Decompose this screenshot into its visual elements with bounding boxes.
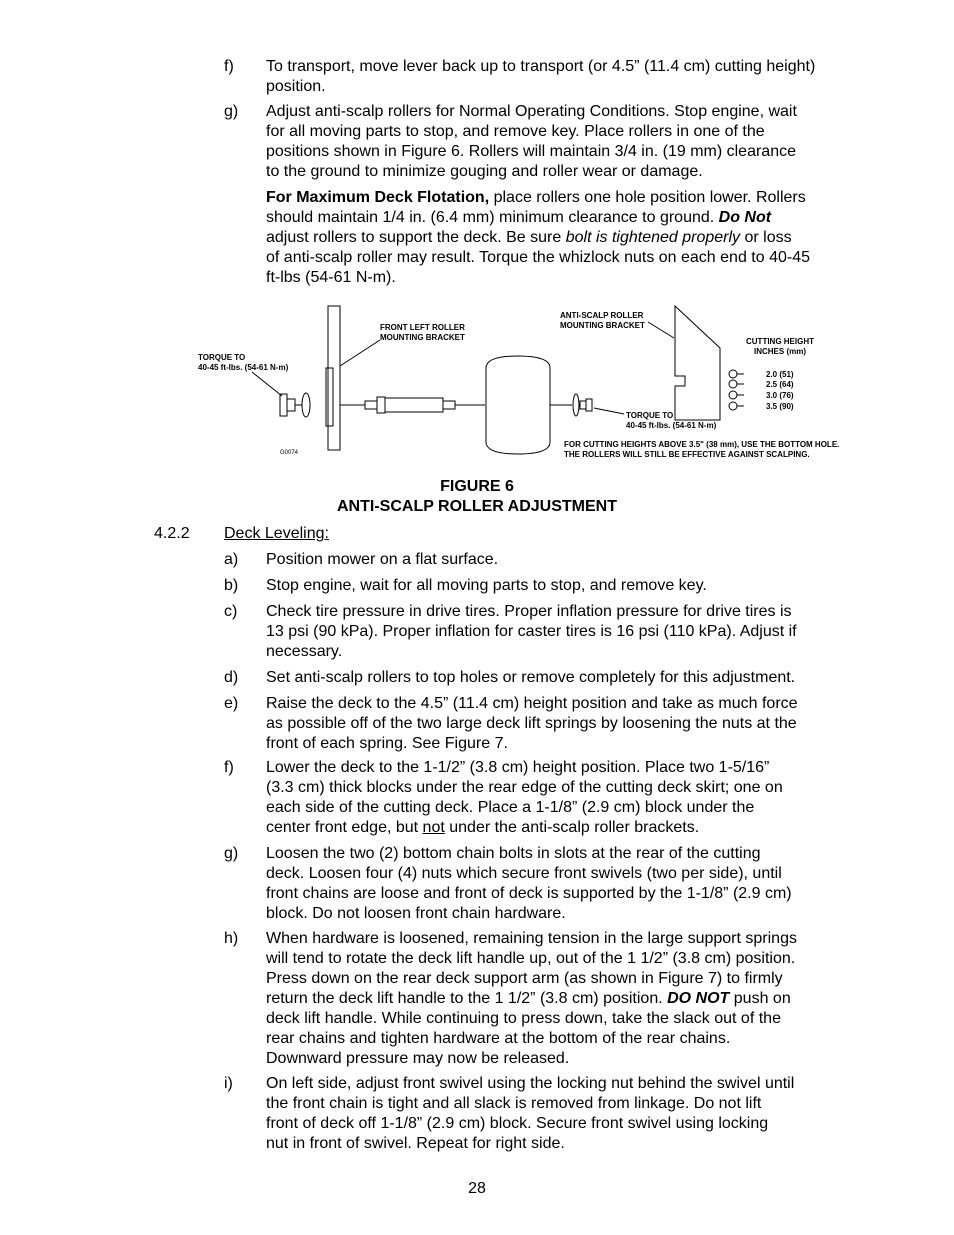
text-line: nut in front of swivel. Repeat for right side.: [266, 1135, 565, 1152]
text-line: Adjust anti-scalp rollers for Normal Operating Conditions. Stop engine, wait: [266, 103, 797, 120]
text-line: front chains are loose and front of deck is supported by the 1-1/8” (2.9 cm): [266, 885, 792, 902]
text-line: necessary.: [266, 643, 343, 660]
section-heading: [154, 524, 329, 544]
text-line: Downward pressure may now be released.: [266, 1050, 570, 1067]
text-line: Set anti-scalp rollers to top holes or remove completely for this adjustment.: [266, 669, 796, 686]
underlined-text: not: [422, 819, 445, 836]
italic-text: bolt is tightened properly: [565, 229, 741, 246]
bracket-flange: [326, 368, 333, 426]
figure-caption-number: FIGURE 6: [440, 478, 514, 495]
text-line: Raise the deck to the 4.5” (11.4 cm) height position and take as much force: [266, 695, 798, 712]
height-hole: [729, 370, 737, 378]
bolt-head: [302, 393, 310, 417]
height-hole: [729, 402, 737, 410]
front-left-roller-bracket: [328, 306, 340, 450]
text-line: positions shown in Figure 6. Rollers will maintain 3/4 in. (19 mm) clearance: [266, 143, 796, 160]
text-line: 13 psi (90 kPa). Proper inflation for caster tires is 16 psi (110 kPa). Adjust if: [266, 623, 797, 640]
text-line: for all moving parts to stop, and remove key. Place rollers in one of the: [266, 123, 765, 140]
spacer: [365, 401, 377, 409]
item-label: e): [224, 695, 239, 712]
text-span: center front edge, but: [266, 819, 423, 836]
text-line: block. Do not loosen front chain hardware.: [266, 905, 566, 922]
text-line: Check tire pressure in drive tires. Proper inflation pressure for drive tires is: [266, 603, 792, 620]
text-line: Press down on the rear deck support arm (as shown in Figure 7) to firmly: [266, 970, 783, 987]
leader-line: [648, 322, 674, 338]
anti-scalp-bracket-label-2: MOUNTING BRACKET: [560, 321, 645, 330]
text-line: front of each spring. See Figure 7.: [266, 735, 508, 752]
text-span: under the anti-scalp roller brackets.: [444, 819, 700, 836]
section-number: 4.2.2: [154, 525, 190, 542]
text-line: Loosen the two (2) bottom chain bolts in slots at the rear of the cutting: [266, 845, 761, 862]
text-line: the front chain is tight and all slack is removed from linkage. Do not lift: [266, 1095, 762, 1112]
spacer-collar: [377, 397, 385, 413]
text-span: or loss: [740, 229, 792, 246]
text-line: Lower the deck to the 1-1/2” (3.8 cm) height position. Place two 1-5/16”: [266, 759, 770, 776]
washer-left: [287, 399, 295, 411]
text-span: return the deck lift handle to the 1 1/2” (3.8 cm) position.: [266, 990, 668, 1007]
text-line: of anti-scalp roller may result. Torque the whizlock nuts on each end to 40-45: [266, 249, 810, 266]
whizlock-nut-left: [280, 394, 287, 416]
figure-caption-title: ANTI-SCALP ROLLER ADJUSTMENT: [337, 498, 617, 515]
text-line: deck lift handle. While continuing to press down, take the slack out of the: [266, 1010, 781, 1027]
text-line: to the ground to minimize gouging and roller wear or damage.: [266, 163, 703, 180]
height-value: 3.5 (90): [766, 402, 794, 411]
text-line: rear chains and tighten hardware at the bottom of the rear chains.: [266, 1030, 731, 1047]
text-line: position.: [266, 78, 326, 95]
text-line: will tend to rotate the deck lift handle up, out of the 1 1/2” (3.8 cm) position.: [266, 950, 796, 967]
text-line: [266, 228, 866, 248]
spacer-right: [443, 401, 455, 409]
figure-note-2: THE ROLLERS WILL STILL BE EFFECTIVE AGAINST SCALPING.: [564, 450, 810, 459]
section-title: Deck Leveling:: [224, 525, 329, 542]
leader-line: [594, 408, 624, 414]
bold-text: For Maximum Deck Flotation,: [266, 189, 490, 206]
emphasis-text: DO NOT: [667, 990, 730, 1007]
text-line: [266, 989, 866, 1009]
item-label: g): [224, 103, 239, 120]
front-bracket-label-2: MOUNTING BRACKET: [380, 333, 465, 342]
torque-right-label-2: 40-45 ft-lbs. (54-61 N-m): [626, 421, 717, 430]
washer-right: [573, 394, 579, 416]
height-value: 2.0 (51): [766, 370, 794, 379]
height-hole: [729, 391, 737, 399]
anti-scalp-bracket-profile: [675, 306, 720, 420]
text-line: On left side, adjust front swivel using the locking nut behind the swivel until: [266, 1075, 795, 1092]
emphasis-text: Do Not: [718, 209, 772, 226]
item-label: c): [224, 603, 238, 620]
text-line: ft-lbs (54-61 N-m).: [266, 269, 396, 286]
text-line: To transport, move lever back up to transport (or 4.5” (11.4 cm) cutting height): [266, 58, 816, 75]
cutting-height-label-1: CUTTING HEIGHT: [746, 337, 814, 346]
text-line: front of deck off 1-1/8” (2.9 cm) block. Secure front swivel using locking: [266, 1115, 769, 1132]
height-value: 2.5 (64): [766, 380, 794, 389]
figure-note-1: FOR CUTTING HEIGHTS ABOVE 3.5" (38 mm), USE THE BOTTOM HOLE.: [564, 440, 840, 449]
item-label: g): [224, 845, 239, 862]
leader-line: [340, 340, 380, 366]
text-line: When hardware is loosened, remaining tension in the large support springs: [266, 930, 797, 947]
text-line: Stop engine, wait for all moving parts to stop, and remove key.: [266, 577, 707, 594]
text-line: [266, 818, 866, 838]
item-label: h): [224, 930, 239, 947]
bolt-right: [580, 401, 586, 409]
flotation-paragraph: [266, 188, 866, 288]
torque-left-label-1: TORQUE TO: [198, 353, 246, 362]
text-span: place rollers one hole position lower. Rollers: [489, 189, 806, 206]
torque-right-label-1: TORQUE TO: [626, 411, 674, 420]
item-label: b): [224, 577, 239, 594]
height-hole: [729, 380, 737, 388]
leader-line: [252, 372, 282, 396]
anti-scalp-bracket-label-1: ANTI-SCALP ROLLER: [560, 311, 644, 320]
roller-sleeve: [385, 398, 443, 412]
page-number: 28: [468, 1180, 486, 1197]
item-label: f): [224, 759, 234, 776]
item-label: i): [224, 1075, 233, 1092]
item-label: a): [224, 551, 239, 568]
roller-drum: [486, 356, 550, 454]
anti-scalp-roller-diagram: [190, 298, 850, 470]
text-line: (3.3 cm) thick blocks under the rear edge of the cutting deck skirt; one on: [266, 779, 783, 796]
text-line: [266, 208, 866, 228]
cutting-height-label-2: INCHES (mm): [754, 347, 807, 356]
item-label: f): [224, 58, 234, 75]
text-line: as possible off of the two large deck lift springs by loosening the nuts at the: [266, 715, 797, 732]
text-span: adjust rollers to support the deck. Be sure: [266, 229, 566, 246]
whizlock-nut-right: [586, 399, 592, 411]
text-span: should maintain 1/4 in. (6.4 mm) minimum clearance to ground.: [266, 209, 719, 226]
height-value: 3.0 (76): [766, 391, 794, 400]
text-span: push on: [729, 990, 791, 1007]
text-line: Position mower on a flat surface.: [266, 551, 499, 568]
text-line: each side of the cutting deck. Place a 1-1/8” (2.9 cm) block under the: [266, 799, 755, 816]
figure-code: G0074: [280, 450, 299, 456]
item-label: d): [224, 669, 239, 686]
front-bracket-label-1: FRONT LEFT ROLLER: [380, 323, 465, 332]
text-line: deck. Loosen four (4) nuts which secure front swivels (two per side), until: [266, 865, 782, 882]
torque-left-label-2: 40-45 ft-lbs. (54-61 N-m): [198, 363, 289, 372]
text-line: [266, 188, 866, 208]
